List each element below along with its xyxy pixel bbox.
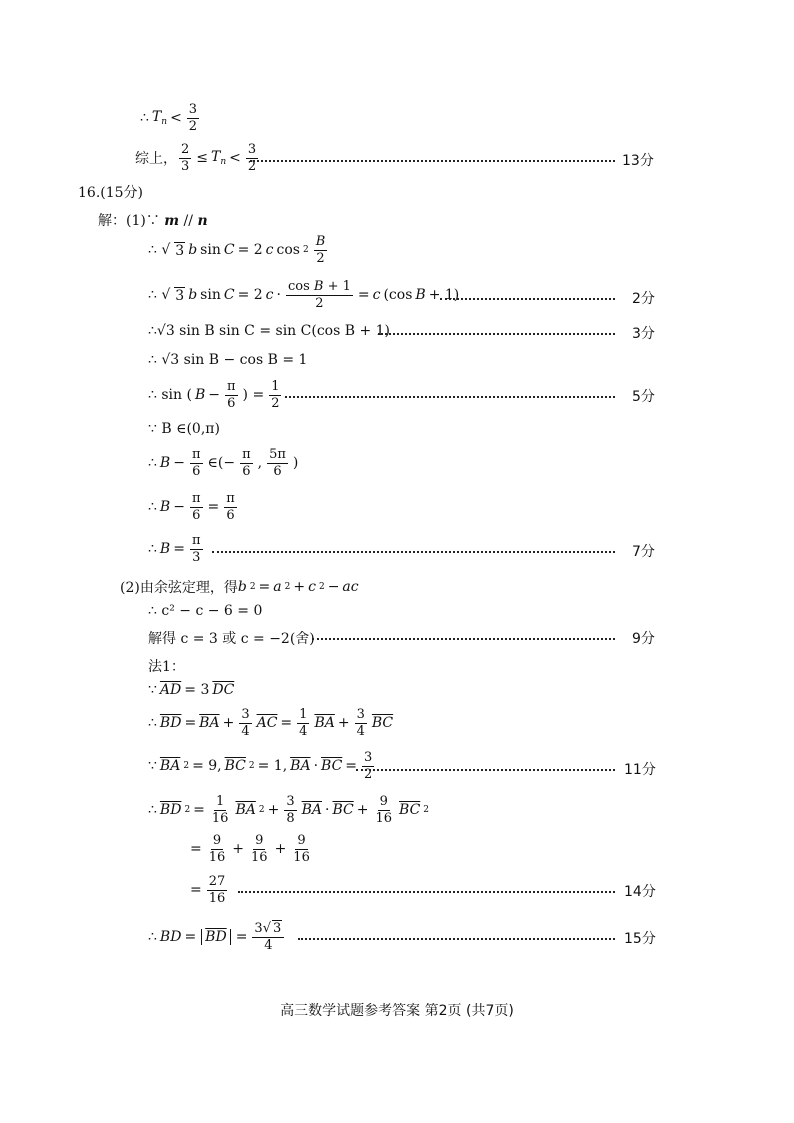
page-footer: 高三数学试题参考答案 第2页 (共7页) — [280, 1003, 514, 1019]
dot-leader — [356, 769, 615, 771]
dot-leader — [250, 160, 615, 162]
dot-leader — [440, 298, 615, 300]
method-label: 法1： — [148, 659, 185, 675]
part2-header: (2)由余弦定理，得 b 2 = a 2 + c 2 − ac — [120, 579, 359, 596]
dot-leader — [298, 938, 615, 940]
eq-line-12: ∵ $\overline{AD}$ = 3 $\overline{DC}$ — [148, 682, 235, 698]
eq-line-4: ∴ √3 sin B − cos B = 1 — [148, 352, 308, 368]
solution-intro: 解：(1)∵ m // n — [98, 213, 208, 229]
eq-line-11: 解得 c = 3 或 c = −2(舍) — [148, 631, 315, 647]
eq-line-18: ∴ BD = $\overline{BD}$ = $\frac{3√ 3}{4}$ — [148, 922, 286, 952]
dot-leader — [212, 551, 615, 553]
score-11: 11分 — [624, 762, 656, 778]
summary-line: 综上， $\frac{2}{3}$ ≤ $T_n$ < $\frac{3}{2}$ — [135, 142, 257, 174]
problem-number: 16.(15分) — [78, 185, 144, 201]
eq-line-10: ∴ c² − c − 6 = 0 — [148, 603, 263, 619]
score-13: 13分 — [622, 153, 654, 169]
eq-line-7: ∴ B − $\frac{\pi}{6}$ ∈(− $\frac{\pi}{6}$ , $\frac{5\pi}{6}$ ) — [148, 447, 299, 479]
eq-line-1: ∴ √ 3 b sin C = 2 c cos 2 $\frac{B}{2}$ — [148, 234, 326, 266]
score-2: 2分 — [632, 291, 655, 307]
eq-line-16: = $\frac{9}{16}$ + $\frac{9}{16}$ + $\frac{9}{16}$ — [190, 833, 310, 865]
eq-line-13: ∴ $\overline{BD}$ = $\overline{BA}$ + $\frac{3}{4}$ $\overline{AC}$ = $\frac{1}{4}$ $\overline{BA}$ + $\frac{3}{4}$ $\overline{BC}$ — [148, 707, 394, 739]
dot-leader — [312, 638, 615, 640]
eq-line-15: ∴ $\overline{BD}$ 2 = $\frac{1}{16}$ $\overline{BA}$ 2 + $\frac{3}{8}$ $\overline{BA}$ · $\overline{BC}$ + $\frac{9}{16}$ $\overline{BC}$ 2 — [148, 794, 430, 826]
eq-line-2: ∴ √ 3 b sin C = 2 c · $\frac{\text{cos B + 1}}{2}$ = c (cos B + 1) — [148, 279, 460, 311]
score-14: 14分 — [624, 884, 656, 900]
tn-bound-line: ∴ $T_n$ < $\frac{3}{2}$ — [140, 102, 198, 134]
eq-line-3: ∴√3 sin B sin C = sin C(cos B + 1) — [148, 323, 391, 339]
score-9: 9分 — [632, 631, 655, 647]
eq-line-9: ∴ B = $\frac{\pi}{3}$ — [148, 533, 201, 565]
eq-line-5: ∴ sin ( B − $\frac{\pi}{6}$ ) = $\frac{1}{2}$ — [148, 379, 280, 411]
score-3: 3分 — [632, 326, 655, 342]
eq-line-8: ∴ B − $\frac{\pi}{6}$ = $\frac{\pi}{6}$ — [148, 491, 235, 523]
score-15: 15分 — [624, 931, 656, 947]
eq-line-14: ∵ $\overline{BA}$ 2 = 9, $\overline{BC}$ 2 = 1, $\overline{BA}$ · $\overline{BC}$ = $\frac{3}{2}$ — [148, 750, 373, 782]
summary-prefix: 综上， — [135, 151, 177, 168]
score-7: 7分 — [632, 544, 655, 560]
eq-line-6: ∵ B ∈(0,π) — [148, 421, 220, 437]
eq-line-17: = $\frac{27}{16}$ — [190, 874, 226, 906]
score-5: 5分 — [632, 389, 655, 405]
dot-leader — [238, 891, 615, 893]
dot-leader — [285, 396, 615, 398]
dot-leader — [378, 333, 615, 335]
